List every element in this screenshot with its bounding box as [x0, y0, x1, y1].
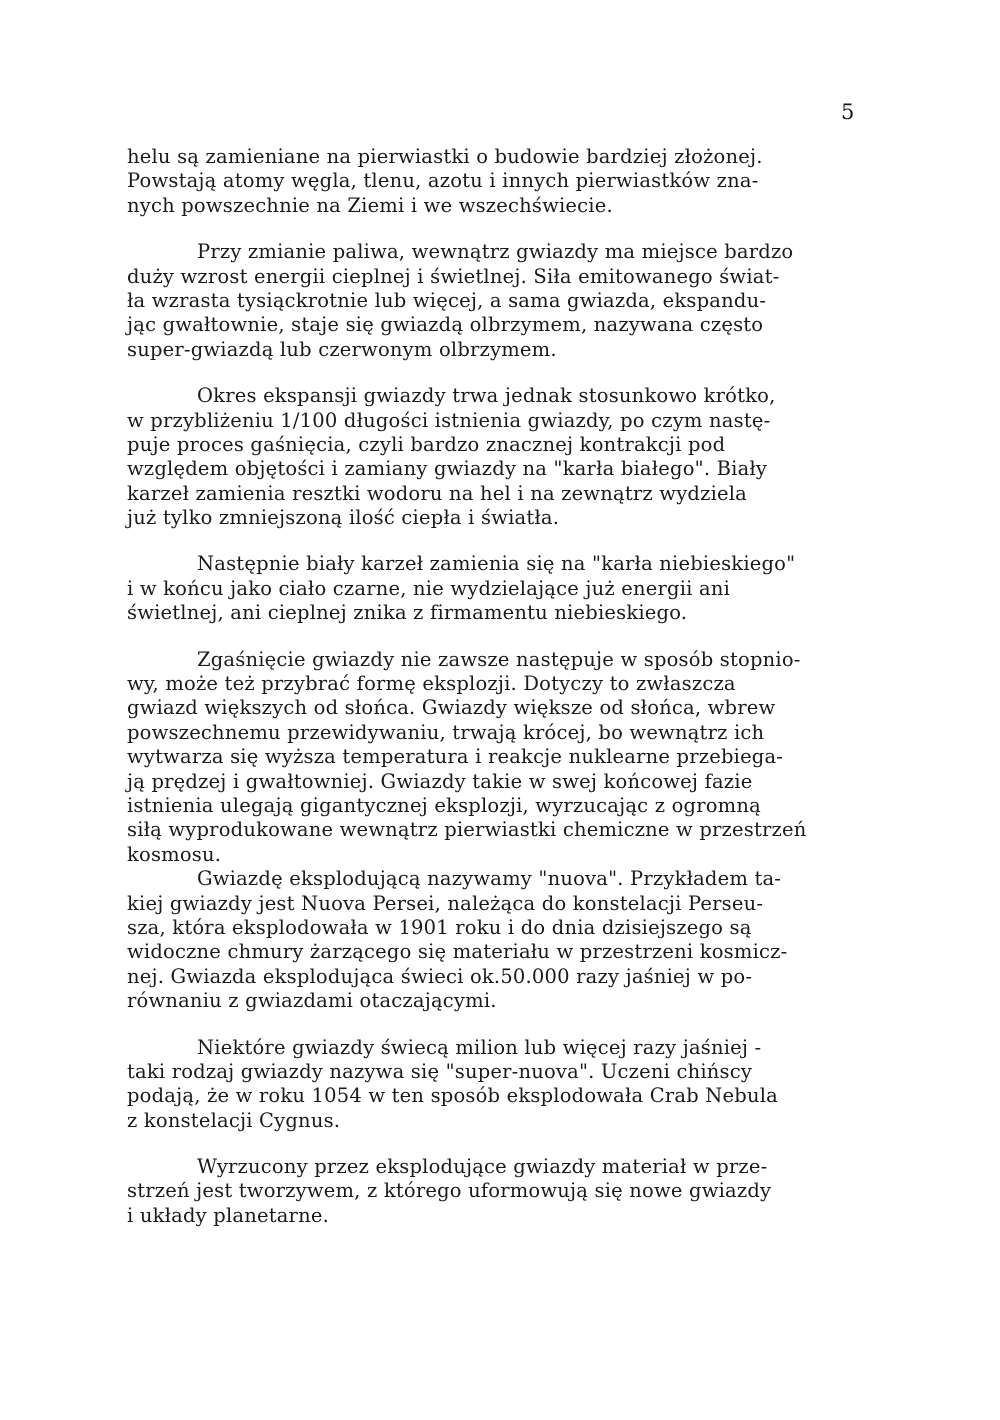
text-line: już tylko zmniejszoną ilość ciepła i światła.: [127, 506, 560, 530]
text-line: wy, może też przybrać formę eksplozji. Dotyczy to zwłaszcza: [127, 672, 736, 696]
paragraph-1: [127, 145, 897, 218]
text-line: taki rodzaj gwiazdy nazywa się "super-nuova". Uczeni chińscy: [127, 1059, 753, 1083]
paragraph-6: [127, 867, 897, 1013]
text-line: równaniu z gwiazdami otaczającymi.: [127, 989, 497, 1013]
text-line: kiej gwiazdy jest Nuova Persei, należąca do konstelacji Perseu-: [127, 891, 764, 915]
text-line: podają, że w roku 1054 w ten sposób eksplodowała Crab Nebula: [127, 1084, 779, 1108]
text-line: widoczne chmury żarzącego się materiału w przestrzeni kosmicz-: [127, 940, 788, 964]
text-line: karzeł zamienia resztki wodoru na hel i na zewnątrz wydziela: [127, 481, 748, 505]
text-line: i w końcu jako ciało czarne, nie wydzielające już energii ani: [127, 576, 731, 600]
text-line: istnienia ulegają gigantycznej eksplozji, wyrzucając z ogromną: [127, 793, 761, 817]
text-line: Następnie biały karzeł zamienia się na "karła niebieskiego": [197, 552, 796, 576]
paragraph-5: [127, 648, 897, 868]
text-line: nej. Gwiazda eksplodująca świeci ok.50.000 razy jaśniej w po-: [127, 964, 753, 988]
text-line: nych powszechnie na Ziemi i we wszechświecie.: [127, 193, 613, 217]
text-line: gwiazd większych od słońca. Gwiazdy większe od słońca, wbrew: [127, 696, 776, 720]
text-line: Niektóre gwiazdy świecą milion lub więcej razy jaśniej -: [197, 1035, 762, 1059]
text-line: w przybliżeniu 1/100 długości istnienia gwiazdy, po czym nastę-: [127, 408, 771, 432]
text-line: świetlnej, ani cieplnej znika z firmamentu niebieskiego.: [127, 601, 688, 625]
text-line: Powstają atomy węgla, tlenu, azotu i innych pierwiastków zna-: [127, 169, 759, 193]
paragraph-4: [127, 552, 897, 625]
text-line: kosmosu.: [127, 842, 222, 866]
paragraph-7: [127, 1036, 897, 1134]
text-line: helu są zamieniane na pierwiastki o budowie bardziej złożonej.: [127, 145, 763, 168]
document-body: [127, 145, 897, 1228]
text-line: Gwiazdę eksplodującą nazywamy "nuova". Przykładem ta-: [197, 867, 782, 891]
text-line: powszechnemu przewidywaniu, trwają krócej, bo wewnątrz ich: [127, 720, 765, 744]
paragraph-8: [127, 1155, 897, 1228]
text-line: Przy zmianie paliwa, wewnątrz gwiazdy ma miejsce bardzo: [197, 240, 794, 264]
paragraph-2: [127, 240, 897, 362]
text-line: strzeń jest tworzywem, z którego uformowują się nowe gwiazdy: [127, 1179, 772, 1203]
text-line: super-gwiazdą lub czerwonym olbrzymem.: [127, 337, 557, 361]
text-line: sza, która eksplodowała w 1901 roku i do dnia dzisiejszego są: [127, 915, 752, 939]
text-line: z konstelacji Cygnus.: [127, 1108, 341, 1132]
text-line: puje proces gaśnięcia, czyli bardzo znacznej kontrakcji pod: [127, 432, 726, 456]
paragraph-3: [127, 384, 897, 530]
text-line: Zgaśnięcie gwiazdy nie zawsze następuje w sposób stopnio-: [197, 647, 801, 671]
text-line: siłą wyprodukowane wewnątrz pierwiastki chemiczne w przestrzeń: [127, 818, 807, 842]
text-line: ła wzrasta tysiąckrotnie lub więcej, a sama gwiazda, ekspandu-: [127, 288, 767, 312]
text-line: ją prędzej i gwałtowniej. Gwiazdy takie w swej końcowej fazie: [127, 769, 753, 793]
page-number: 5: [841, 100, 855, 124]
text-line: Okres ekspansji gwiazdy trwa jednak stosunkowo krótko,: [197, 384, 776, 408]
text-line: duży wzrost energii cieplnej i świetlnej. Siła emitowanego świat-: [127, 264, 780, 288]
text-line: jąc gwałtownie, staje się gwiazdą olbrzymem, nazywana często: [127, 313, 764, 337]
text-line: wytwarza się wyższa temperatura i reakcje nuklearne przebiega-: [127, 745, 784, 769]
text-line: względem objętości i zamiany gwiazdy na "karła białego". Biały: [127, 457, 768, 481]
text-line: Wyrzucony przez eksplodujące gwiazdy materiał w prze-: [197, 1155, 768, 1179]
text-line: i układy planetarne.: [127, 1203, 329, 1227]
